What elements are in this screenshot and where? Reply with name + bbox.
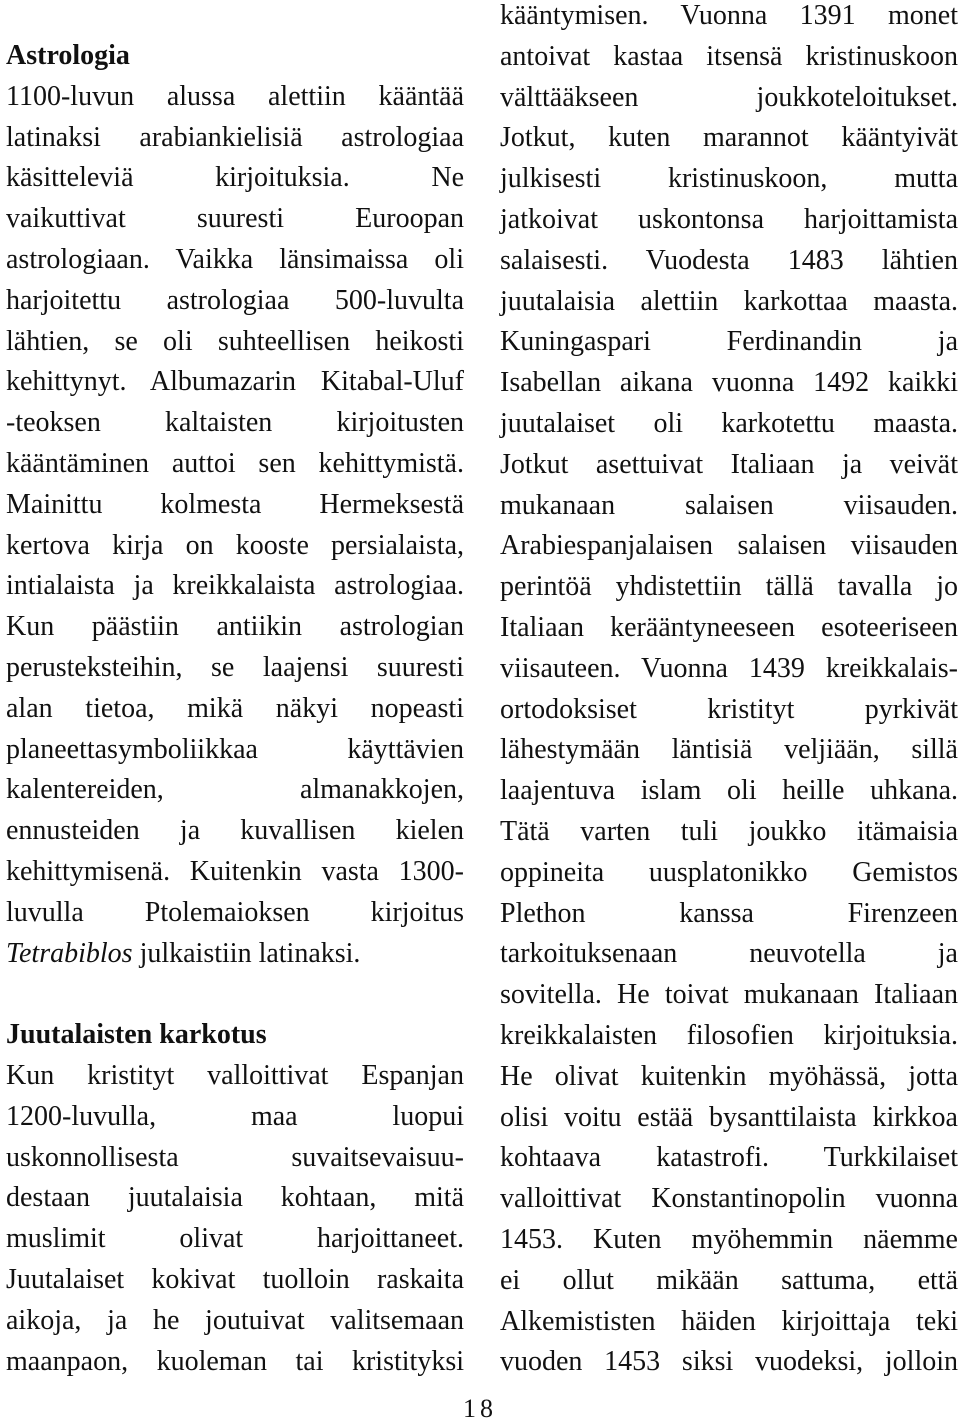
paragraph-line: laajentuva islam oli heille uhkana. — [500, 775, 958, 807]
paragraph-line: vuoden 1453 siksi vuodeksi, jolloin — [500, 1346, 958, 1378]
paragraph-line: ennusteiden ja kuvallisen kielen — [6, 815, 464, 847]
paragraph-line: He olivat kuitenkin myöhässä, jotta — [500, 1060, 958, 1092]
paragraph-line: muslimit olivat harjoittaneet. — [6, 1223, 464, 1255]
paragraph-line: antoivat kastaa itsensä kristinuskoon — [500, 40, 958, 72]
paragraph-line: destaan juutalaisia kohtaan, mitä — [6, 1182, 464, 1214]
paragraph-line: 1100-luvun alussa alettiin kääntää — [6, 80, 464, 112]
paragraph-line: latinaksi arabiankielisiä astrologiaa — [6, 121, 464, 153]
paragraph-line: aikoja, ja he joutuivat valitsemaan — [6, 1304, 464, 1336]
book-title-italic: Tetrabiblos — [6, 937, 133, 969]
paragraph-line: Alkemististen häiden kirjoittaja teki — [500, 1305, 958, 1337]
left-column — [6, 36, 464, 1382]
paragraph-line: kääntäminen auttoi sen kehittymistä. — [6, 447, 464, 479]
paragraph-line: maanpaon, kuoleman tai kristityksi — [6, 1345, 464, 1377]
paragraph-line: Kun kristityt valloittivat Espanjan — [6, 1059, 464, 1091]
paragraph-line: Jotkut, kuten marannot kääntyivät — [500, 122, 958, 154]
section-heading-astrologia: Astrologia — [6, 40, 130, 71]
paragraph-line: perintöä yhdistettiin tällä tavalla jo — [500, 571, 958, 603]
paragraph-line: harjoitettu astrologiaa 500-luvulta — [6, 284, 464, 316]
paragraph-line: julkisesti kristinuskoon, mutta — [500, 163, 958, 195]
section-heading-juutalaisten-karkotus: Juutalaisten karkotus — [6, 1019, 267, 1051]
paragraph-line: ei ollut mikään sattuma, että — [500, 1264, 958, 1296]
paragraph-line: uskonnollisesta suvaitsevaisuu- — [6, 1141, 464, 1173]
right-column — [500, 0, 958, 1383]
section-body-juutalaisten-karkotus — [6, 1056, 464, 1382]
paragraph-line: kääntymisen. Vuonna 1391 monet — [500, 0, 958, 31]
paragraph-line: -teoksen kaltaisten kirjoitusten — [6, 407, 464, 439]
paragraph-line: Mainittu kolmesta Hermeksestä — [6, 488, 464, 520]
paragraph-line: tarkoituksenaan neuvotella ja — [500, 938, 958, 970]
paragraph-line-rest: julkaistiin latinaksi. — [132, 937, 361, 969]
paragraph-line: mukanaan salaisen viisauden. — [500, 489, 958, 521]
paragraph-line: intialaista ja kreikkalaista astrologiaa. — [6, 570, 464, 602]
section-body-astrologia — [6, 77, 464, 934]
paragraph-line: planeettasymboliikkaa käyttävien — [6, 733, 464, 765]
paragraph-line: kohtaava katastrofi. Turkkilaiset — [500, 1142, 958, 1174]
paragraph-line: välttääkseen joukkoteloitukset. — [500, 81, 958, 113]
right-column-body — [500, 0, 958, 1383]
paragraph-line — [6, 934, 464, 975]
paragraph-line: kehittynyt. Albumazarin Kitabal-Uluf — [6, 366, 464, 398]
paragraph-line: olisi voitu estää bysanttilaista kirkkoa — [500, 1101, 958, 1133]
paragraph-line: Tätä varten tuli joukko itämaisia — [500, 815, 958, 847]
paragraph-line: luvulla Ptolemaioksen kirjoitus — [6, 896, 464, 928]
paragraph-line: alan tietoa, mikä näkyi nopeasti — [6, 692, 464, 724]
paragraph-line: juutalaisia alettiin karkottaa maasta. — [500, 285, 958, 317]
paragraph-line: valloittivat Konstantinopolin vuonna — [500, 1183, 958, 1215]
paragraph-line: Juutalaiset kokivat tuolloin raskaita — [6, 1263, 464, 1295]
paragraph-line: Plethon kanssa Firenzeen — [500, 897, 958, 929]
paragraph-line: sovitella. He toivat mukanaan Italiaan — [500, 979, 958, 1011]
paragraph-line: 1453. Kuten myöhemmin näemme — [500, 1223, 958, 1255]
paragraph-line: ortodoksiset kristityt pyrkivät — [500, 693, 958, 725]
paragraph-line: viisauteen. Vuonna 1439 kreikkalais- — [500, 652, 958, 684]
paragraph-line: juutalaiset oli karkotettu maasta. — [500, 407, 958, 439]
page-number: 18 — [463, 1394, 497, 1423]
paragraph-line: astrologiaan. Vaikka länsimaissa oli — [6, 243, 464, 275]
paragraph-line: käsitteleviä kirjoituksia. Ne — [6, 162, 464, 194]
paragraph-line: Isabellan aikana vuonna 1492 kaikki — [500, 367, 958, 399]
paragraph-line: perusteksteihin, se laajensi suuresti — [6, 651, 464, 683]
paragraph-line: kehittymisenä. Kuitenkin vasta 1300- — [6, 855, 464, 887]
paragraph-line: Kun päästiin antiikin astrologian — [6, 611, 464, 643]
paragraph-line: oppineita uusplatonikko Gemistos — [500, 856, 958, 888]
paragraph-line: vaikuttivat suuresti Euroopan — [6, 203, 464, 235]
paragraph-line: lähtien, se oli suhteellisen heikosti — [6, 325, 464, 357]
paragraph-line: salaisesti. Vuodesta 1483 lähtien — [500, 244, 958, 276]
paragraph-line: jatkoivat uskontonsa harjoittamista — [500, 203, 958, 235]
paragraph-line: Arabiespanjalaisen salaisen viisauden — [500, 530, 958, 562]
section-gap — [6, 974, 464, 1015]
paragraph-line: kertova kirja on kooste persialaista, — [6, 529, 464, 561]
paragraph-line: Italiaan kerääntyneeseen esoteeriseen — [500, 611, 958, 643]
paragraph-line: kalentereiden, almanakkojen, — [6, 774, 464, 806]
paragraph-line: lähestymään läntisiä veljiään, sillä — [500, 734, 958, 766]
paragraph-line: Kuningaspari Ferdinandin ja — [500, 326, 958, 358]
paragraph-line: Jotkut asettuivat Italiaan ja veivät — [500, 448, 958, 480]
paragraph-line: 1200-luvulla, maa luopui — [6, 1100, 464, 1132]
paragraph-line: kreikkalaisten filosofien kirjoituksia. — [500, 1019, 958, 1051]
